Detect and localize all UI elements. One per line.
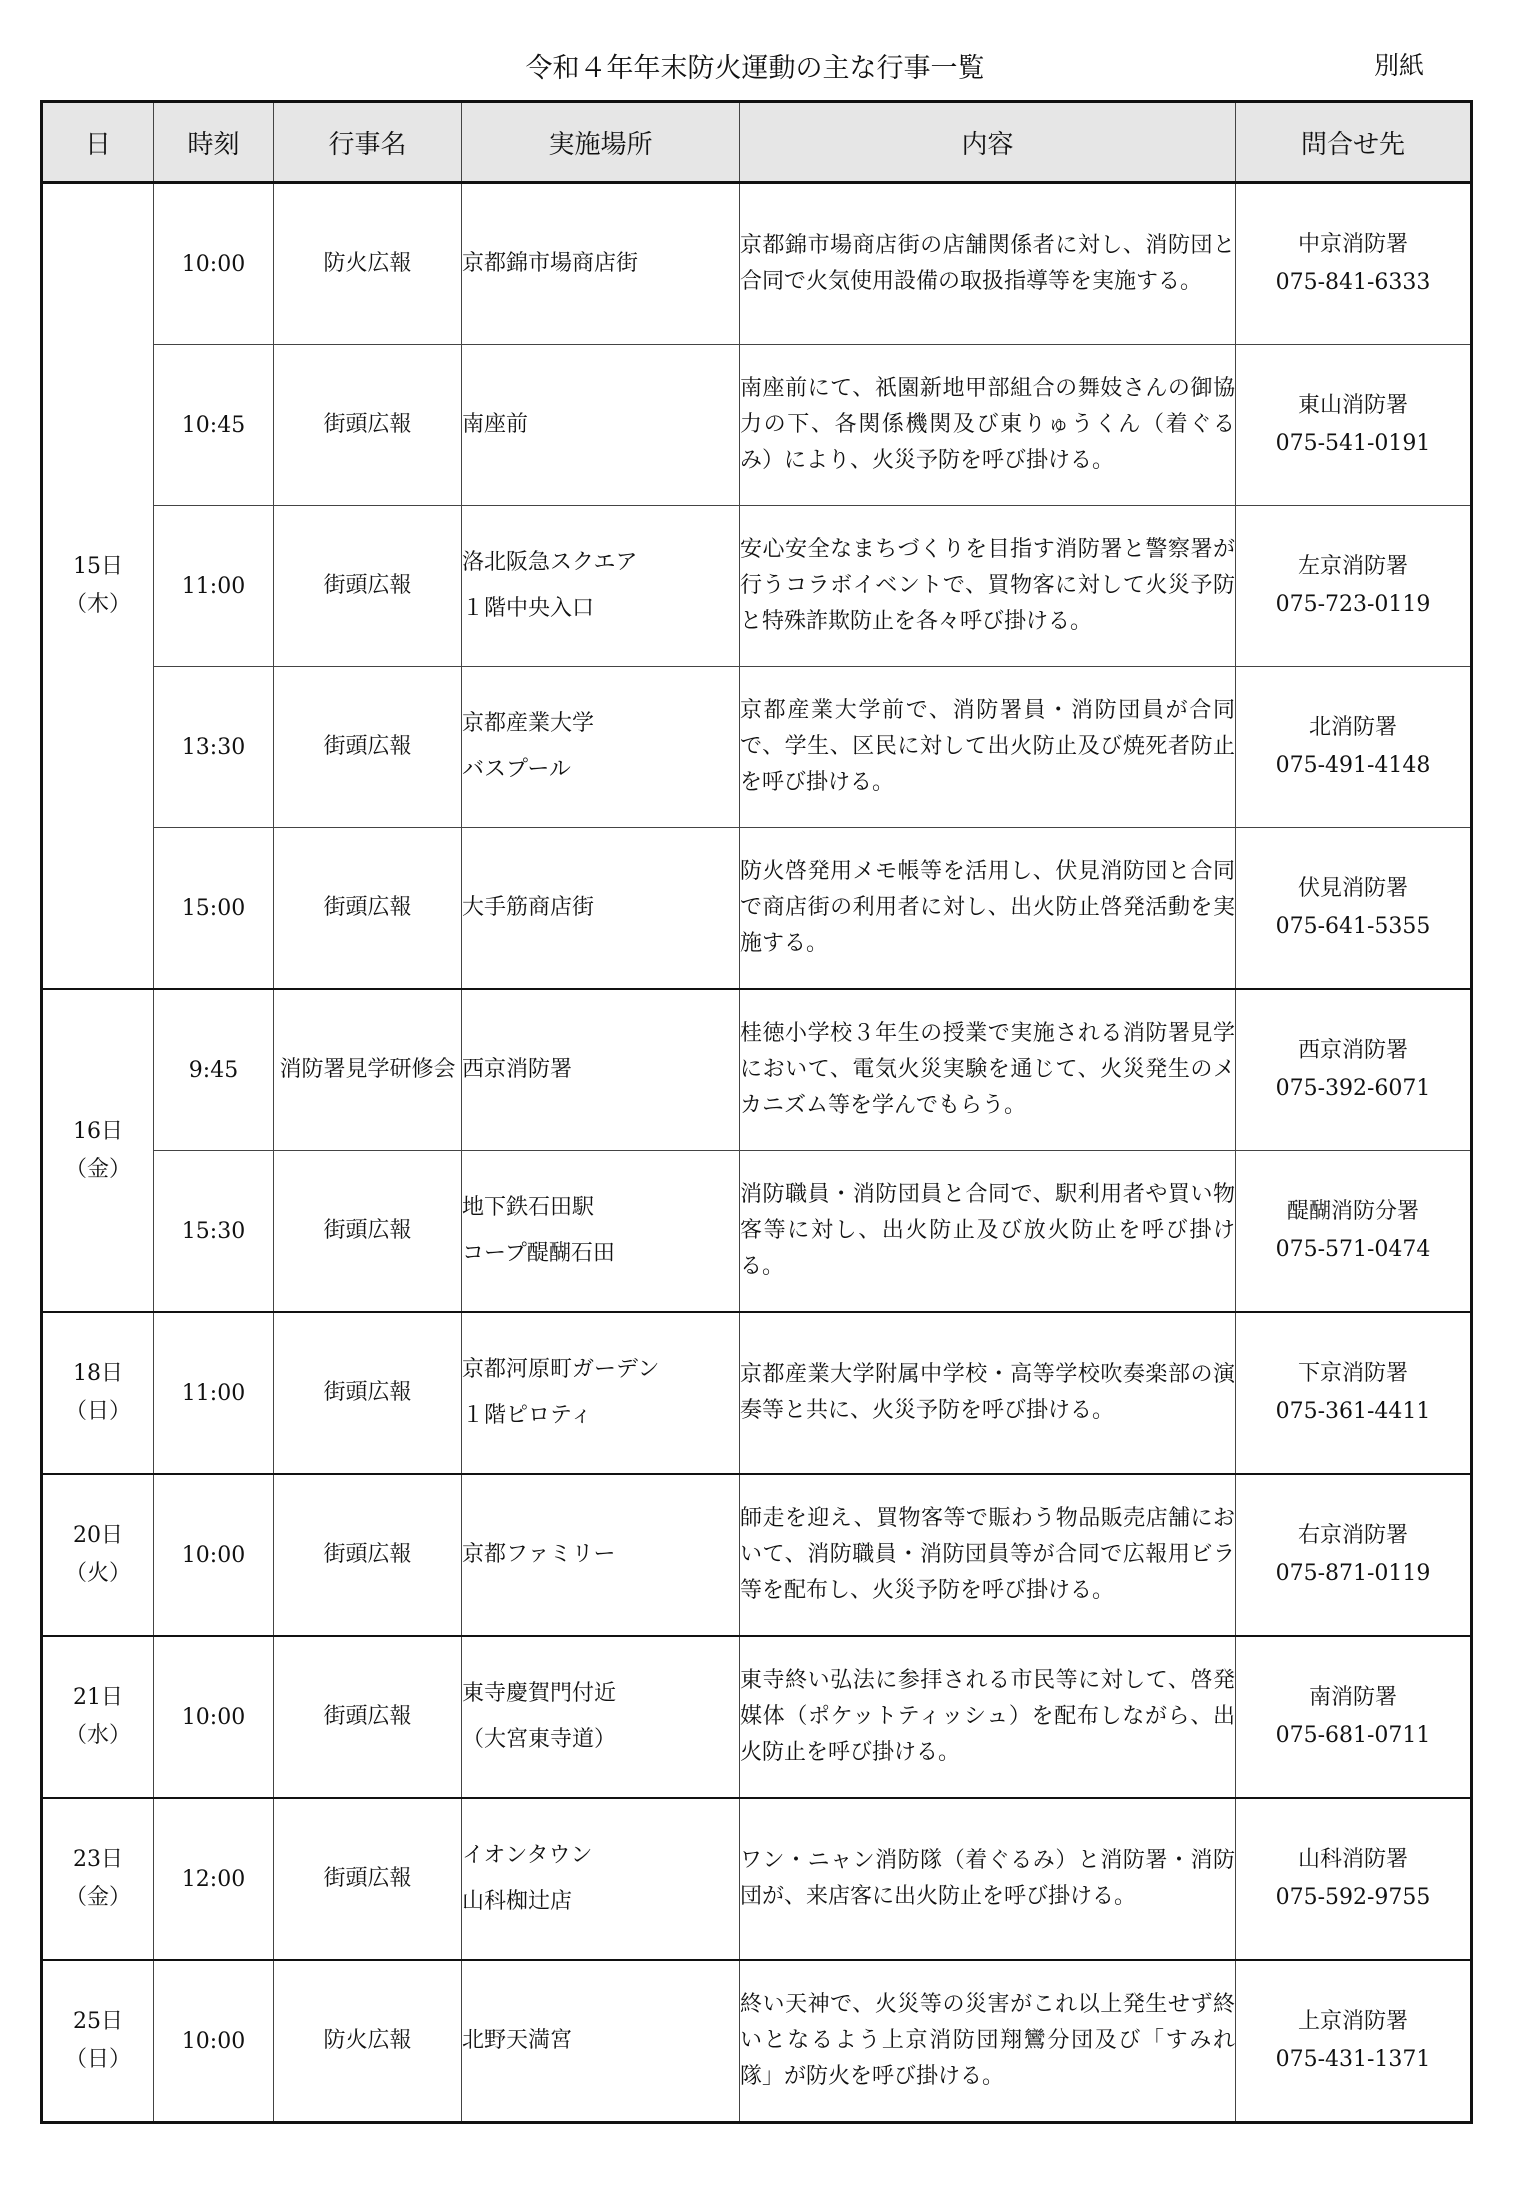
venue-line: 京都河原町ガーデン (462, 1357, 660, 1382)
event-cell: 消防署見学研修会 (274, 989, 462, 1151)
table-header-row (42, 102, 1472, 183)
header-day: 日 (42, 102, 154, 183)
table-row (42, 1960, 1472, 2123)
contact-cell (1236, 506, 1472, 667)
venue-cell (462, 1312, 740, 1474)
annex-label: 別紙 (1374, 51, 1425, 80)
day-cell (42, 1798, 154, 1960)
contact-cell (1236, 667, 1472, 828)
day-cell (42, 1636, 154, 1798)
day-weekday: （金） (64, 1885, 131, 1910)
event-table (40, 100, 1473, 2124)
time-cell: 10:45 (154, 345, 274, 506)
page-title: 令和４年年末防火運動の主な行事一覧 (525, 53, 985, 84)
venue-line: 洛北阪急スクエア (462, 550, 638, 575)
table-row (42, 667, 1472, 828)
time-cell: 10:00 (154, 183, 274, 345)
venue-cell (462, 506, 740, 667)
venue-line: 西京消防署 (462, 1057, 573, 1082)
contact-cell (1236, 828, 1472, 990)
time-cell: 15:00 (154, 828, 274, 990)
venue-line: 南座前 (462, 412, 529, 437)
header-event: 行事名 (274, 102, 462, 183)
contact-office: 中京消防署 (1297, 232, 1408, 257)
venue-line: イオンタウン (462, 1843, 593, 1868)
day-date: 16日 (73, 1118, 123, 1144)
day-cell (42, 1474, 154, 1636)
venue-cell (462, 1960, 740, 2123)
day-weekday: （日） (64, 1399, 131, 1424)
contact-phone: 075-571-0474 (1275, 1237, 1431, 1262)
contact-phone: 075-841-6333 (1275, 270, 1431, 295)
event-cell: 街頭広報 (274, 667, 462, 828)
venue-cell (462, 989, 740, 1151)
venue-line: 京都産業大学 (462, 711, 595, 736)
venue-line: １階ピロティ (462, 1403, 593, 1428)
table-row (42, 1312, 1472, 1474)
contact-phone: 075-723-0119 (1275, 592, 1431, 617)
venue-cell (462, 667, 740, 828)
table-row (42, 1798, 1472, 1960)
time-cell: 10:00 (154, 1636, 274, 1798)
contact-office: 伏見消防署 (1297, 876, 1408, 901)
content-cell: 東寺終い弘法に参拝される市民等に対して、啓発媒体（ポケットティッシュ）を配布しながら、出火防止を呼び掛ける。 (740, 1636, 1236, 1798)
contact-office: 右京消防署 (1297, 1523, 1408, 1548)
time-cell: 13:30 (154, 667, 274, 828)
venue-line: 京都錦市場商店街 (462, 251, 639, 276)
content-cell: 京都錦市場商店街の店舗関係者に対し、消防団と合同で火気使用設備の取扱指導等を実施する。 (740, 183, 1236, 345)
time-cell: 9:45 (154, 989, 274, 1151)
venue-line: コープ醍醐石田 (462, 1241, 615, 1266)
contact-cell (1236, 1151, 1472, 1313)
contact-phone: 075-541-0191 (1275, 431, 1431, 456)
day-cell (42, 1312, 154, 1474)
venue-line: 山科椥辻店 (462, 1889, 573, 1914)
contact-office: 下京消防署 (1297, 1361, 1408, 1386)
venue-cell (462, 1636, 740, 1798)
table-row (42, 183, 1472, 345)
event-cell: 街頭広報 (274, 1798, 462, 1960)
event-cell: 街頭広報 (274, 1636, 462, 1798)
venue-cell (462, 828, 740, 990)
day-cell (42, 989, 154, 1312)
content-cell: 消防職員・消防団員と合同で、駅利用者や買い物客等に対し、出火防止及び放火防止を呼び掛ける。 (740, 1151, 1236, 1313)
day-weekday: （火） (64, 1561, 131, 1586)
day-weekday: （金） (64, 1156, 131, 1182)
event-cell: 街頭広報 (274, 828, 462, 990)
contact-office: 東山消防署 (1297, 393, 1408, 418)
day-date: 20日 (73, 1523, 123, 1548)
event-cell: 防火広報 (274, 183, 462, 345)
day-weekday: （水） (64, 1723, 131, 1748)
event-cell: 街頭広報 (274, 506, 462, 667)
content-cell: 防火啓発用メモ帳等を活用し、伏見消防団と合同で商店街の利用者に対し、出火防止啓発活動を実施する。 (740, 828, 1236, 990)
contact-cell (1236, 345, 1472, 506)
contact-office: 醍醐消防分署 (1286, 1199, 1419, 1224)
contact-office: 北消防署 (1308, 715, 1397, 740)
day-date: 15日 (73, 554, 123, 579)
venue-cell (462, 183, 740, 345)
table-row (42, 1474, 1472, 1636)
event-cell: 街頭広報 (274, 345, 462, 506)
content-cell: 師走を迎え、買物客等で賑わう物品販売店舗において、消防職員・消防団員等が合同で広報用ビラ等を配布し、火災予防を呼び掛ける。 (740, 1474, 1236, 1636)
day-weekday: （木） (64, 592, 131, 617)
header-time: 時刻 (154, 102, 274, 183)
contact-office: 左京消防署 (1297, 554, 1408, 579)
contact-cell (1236, 1960, 1472, 2123)
venue-line: （大宮東寺道） (462, 1727, 617, 1752)
contact-phone: 075-361-4411 (1275, 1399, 1431, 1424)
time-cell: 11:00 (154, 1312, 274, 1474)
content-cell: 桂徳小学校３年生の授業で実施される消防署見学において、電気火災実験を通じて、火災発生のメカニズム等を学んでもらう。 (740, 989, 1236, 1151)
contact-office: 南消防署 (1308, 1685, 1397, 1710)
venue-line: バスプール (462, 757, 571, 782)
venue-line: 地下鉄石田駅 (462, 1195, 595, 1220)
event-cell: 街頭広報 (274, 1312, 462, 1474)
venue-line: １階中央入口 (462, 596, 595, 621)
venue-cell (462, 1474, 740, 1636)
day-cell (42, 183, 154, 990)
contact-cell (1236, 1798, 1472, 1960)
contact-cell (1236, 1312, 1472, 1474)
contact-phone: 075-641-5355 (1275, 914, 1431, 939)
table-row (42, 345, 1472, 506)
table-row (42, 989, 1472, 1151)
contact-phone: 075-592-9755 (1275, 1885, 1431, 1910)
contact-office: 上京消防署 (1297, 2009, 1408, 2034)
content-cell: 南座前にて、祇園新地甲部組合の舞妓さんの御協力の下、各関係機関及び東りゅうくん（着ぐるみ）により、火災予防を呼び掛ける。 (740, 345, 1236, 506)
content-cell: 京都産業大学前で、消防署員・消防団員が合同で、学生、区民に対して出火防止及び焼死者防止を呼び掛ける。 (740, 667, 1236, 828)
content-cell: ワン・ニャン消防隊（着ぐるみ）と消防署・消防団が、来店客に出火防止を呼び掛ける。 (740, 1798, 1236, 1960)
day-cell (42, 1960, 154, 2123)
day-date: 25日 (73, 2009, 123, 2034)
contact-cell (1236, 183, 1472, 345)
day-date: 21日 (73, 1685, 123, 1710)
event-cell: 街頭広報 (274, 1151, 462, 1313)
contact-phone: 075-491-4148 (1275, 753, 1431, 778)
header-content: 内容 (740, 102, 1236, 183)
table-row (42, 506, 1472, 667)
content-cell: 京都産業大学附属中学校・高等学校吹奏楽部の演奏等と共に、火災予防を呼び掛ける。 (740, 1312, 1236, 1474)
header-contact: 問合せ先 (1236, 102, 1472, 183)
day-date: 18日 (73, 1361, 123, 1386)
table-row (42, 1636, 1472, 1798)
contact-phone: 075-431-1371 (1275, 2047, 1431, 2072)
event-cell: 街頭広報 (274, 1474, 462, 1636)
contact-cell (1236, 1636, 1472, 1798)
time-cell: 12:00 (154, 1798, 274, 1960)
venue-cell (462, 1798, 740, 1960)
contact-phone: 075-392-6071 (1275, 1076, 1431, 1101)
contact-cell (1236, 1474, 1472, 1636)
contact-office: 山科消防署 (1297, 1847, 1408, 1872)
day-date: 23日 (73, 1847, 123, 1872)
table-row (42, 828, 1472, 990)
time-cell: 11:00 (154, 506, 274, 667)
header-venue: 実施場所 (462, 102, 740, 183)
content-cell: 安心安全なまちづくりを目指す消防署と警察署が行うコラボイベントで、買物客に対して火災予防と特殊詐欺防止を各々呼び掛ける。 (740, 506, 1236, 667)
table-row (42, 1151, 1472, 1313)
day-weekday: （日） (64, 2047, 131, 2072)
venue-line: 東寺慶賀門付近 (462, 1681, 617, 1706)
venue-line: 京都ファミリー (462, 1542, 616, 1567)
time-cell: 10:00 (154, 1960, 274, 2123)
venue-cell (462, 1151, 740, 1313)
contact-phone: 075-681-0711 (1275, 1723, 1431, 1748)
venue-line: 大手筋商店街 (462, 895, 595, 920)
time-cell: 10:00 (154, 1474, 274, 1636)
contact-cell (1236, 989, 1472, 1151)
contact-office: 西京消防署 (1297, 1038, 1408, 1063)
content-cell: 終い天神で、火災等の災害がこれ以上発生せず終いとなるよう上京消防団翔鸞分団及び「すみれ隊」が防火を呼び掛ける。 (740, 1960, 1236, 2123)
event-cell: 防火広報 (274, 1960, 462, 2123)
time-cell: 15:30 (154, 1151, 274, 1313)
venue-cell (462, 345, 740, 506)
contact-phone: 075-871-0119 (1275, 1561, 1431, 1586)
venue-line: 北野天満宮 (462, 2028, 573, 2053)
